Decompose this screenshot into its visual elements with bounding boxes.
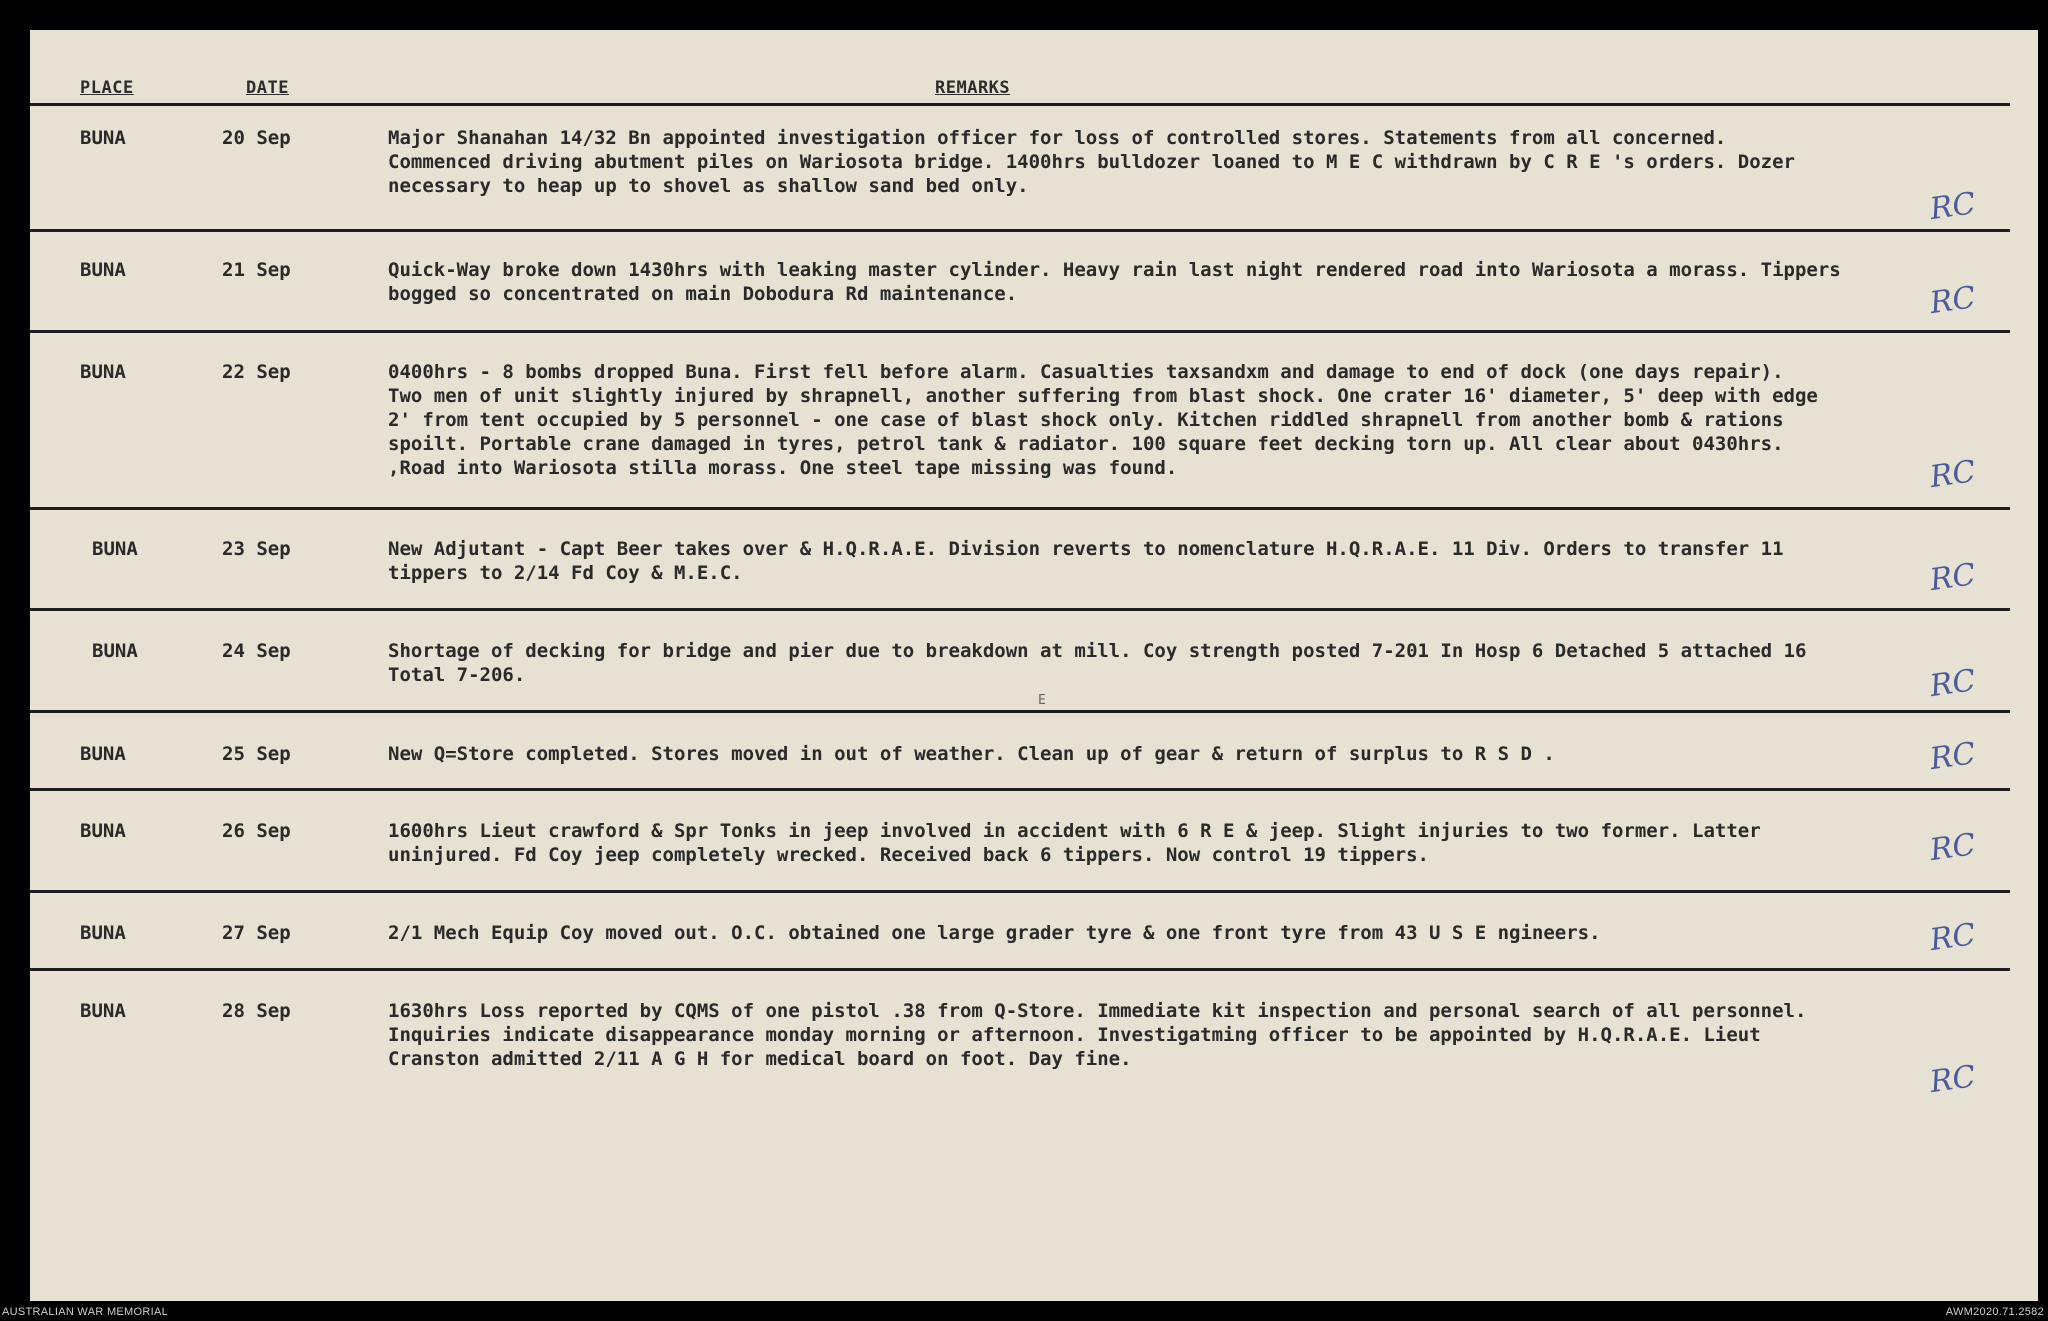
row-divider (30, 788, 2010, 791)
place-cell: BUNA (80, 259, 126, 281)
date-cell: 24 Sep (222, 640, 291, 662)
row-divider (30, 608, 2010, 611)
place-cell: BUNA (80, 820, 126, 842)
handwritten-initials: RC (1927, 827, 1978, 869)
header-rule (30, 103, 2010, 106)
place-cell: BUNA (92, 538, 138, 560)
place-cell: BUNA (80, 922, 126, 944)
place-cell: BUNA (80, 127, 126, 149)
place-cell: BUNA (92, 640, 138, 662)
handwritten-initials: RC (1927, 186, 1978, 228)
footer-institution: AUSTRALIAN WAR MEMORIAL (2, 1306, 169, 1318)
handwritten-initials: RC (1927, 917, 1978, 959)
remarks-cell: 2/1 Mech Equip Coy moved out. O.C. obtained one large grader tyre & one front tyre from 43 U S E ngineers. (388, 922, 1601, 944)
remarks-cell: 1630hrs Loss reported by CQMS of one pistol .38 from Q-Store. Immediate kit inspection and personal search of all personnel. Inquiries indicate disappearance monday morning or afternoon. Investigatming officer to be appointed by H.Q.R.A.E. Lieut Cranston admitted 2/11 A G H for medical board on foot. Day fine. (388, 1000, 1807, 1070)
row-divider (30, 710, 2010, 713)
date-cell: 26 Sep (222, 820, 291, 842)
date-cell: 27 Sep (222, 922, 291, 944)
date-cell: 22 Sep (222, 361, 291, 383)
date-cell: 21 Sep (222, 259, 291, 281)
remarks-cell: New Adjutant - Capt Beer takes over & H.Q.R.A.E. Division reverts to nomenclature H.Q.R.A.E. 11 Div. Orders to transfer 11 tippers to 2/14 Fd Coy & M.E.C. (388, 538, 1784, 584)
remarks-cell: New Q=Store completed. Stores moved in out of weather. Clean up of gear & return of surplus to R S D . (388, 743, 1555, 765)
place-cell: BUNA (80, 1000, 126, 1022)
date-cell: 20 Sep (222, 127, 291, 149)
row-divider (30, 968, 2010, 971)
date-cell: 25 Sep (222, 743, 291, 765)
row-divider (30, 890, 2010, 893)
handwritten-initials: RC (1927, 1059, 1978, 1101)
handwritten-initials: RC (1927, 454, 1978, 496)
remarks-cell: Shortage of decking for bridge and pier due to breakdown at mill. Coy strength posted 7-201 In Hosp 6 Detached 5 attached 16 Total 7-206. (388, 640, 1807, 686)
remarks-cell: 1600hrs Lieut crawford & Spr Tonks in jeep involved in accident with 6 R E & jeep. Slight injuries to two former. Latter uninjured. Fd Coy jeep completely wrecked. Received back 6 tippers. Now control 19 tippers. (388, 820, 1761, 866)
row-divider (30, 507, 2010, 510)
remarks-cell: Major Shanahan 14/32 Bn appointed investigation officer for loss of controlled stores. Statements from all concerned. Commenced driving abutment piles on Wariosota bridge. 1400hrs bulldozer loaned to M E C withdrawn by C R E 's orders. Dozer necessary to heap up to shovel as shallow sand bed only. (388, 127, 1795, 197)
place-cell: BUNA (80, 743, 126, 765)
handwritten-initials: RC (1927, 736, 1978, 778)
row-divider (30, 330, 2010, 333)
header-place: PLACE (80, 78, 134, 98)
handwritten-initials: RC (1927, 280, 1978, 322)
remarks-cell: Quick-Way broke down 1430hrs with leaking master cylinder. Heavy rain last night rendered road into Wariosota a morass. Tippers bogged so concentrated on main Dobodura Rd maintenance. (388, 259, 1841, 305)
header-date: DATE (246, 78, 289, 98)
header-remarks: REMARKS (935, 78, 1011, 98)
remarks-cell: 0400hrs - 8 bombs dropped Buna. First fell before alarm. Casualties taxsandxm and damage to end of dock (one days repair). Two men of unit slightly injured by shrapnell, another suffering from blast shock. One crater 16' diameter, 5' deep with edge 2' from tent occupied by 5 personnel - one case of blast shock only. Kitchen riddled shrapnell from another bomb & rations spoilt. Portable crane damaged in tyres, petrol tank & radiator. 100 square feet decking torn up. All clear about 0430hrs. ,Road into Wariosota stilla morass. One steel tape missing was found. (388, 361, 1818, 479)
handwritten-initials: RC (1927, 663, 1978, 705)
row-divider (30, 229, 2010, 232)
date-cell: 28 Sep (222, 1000, 291, 1022)
stray-mark: E (1038, 693, 1046, 708)
footer-accession-number: AWM2020.71.2582 (1945, 1306, 2044, 1318)
date-cell: 23 Sep (222, 538, 291, 560)
handwritten-initials: RC (1927, 557, 1978, 599)
place-cell: BUNA (80, 361, 126, 383)
